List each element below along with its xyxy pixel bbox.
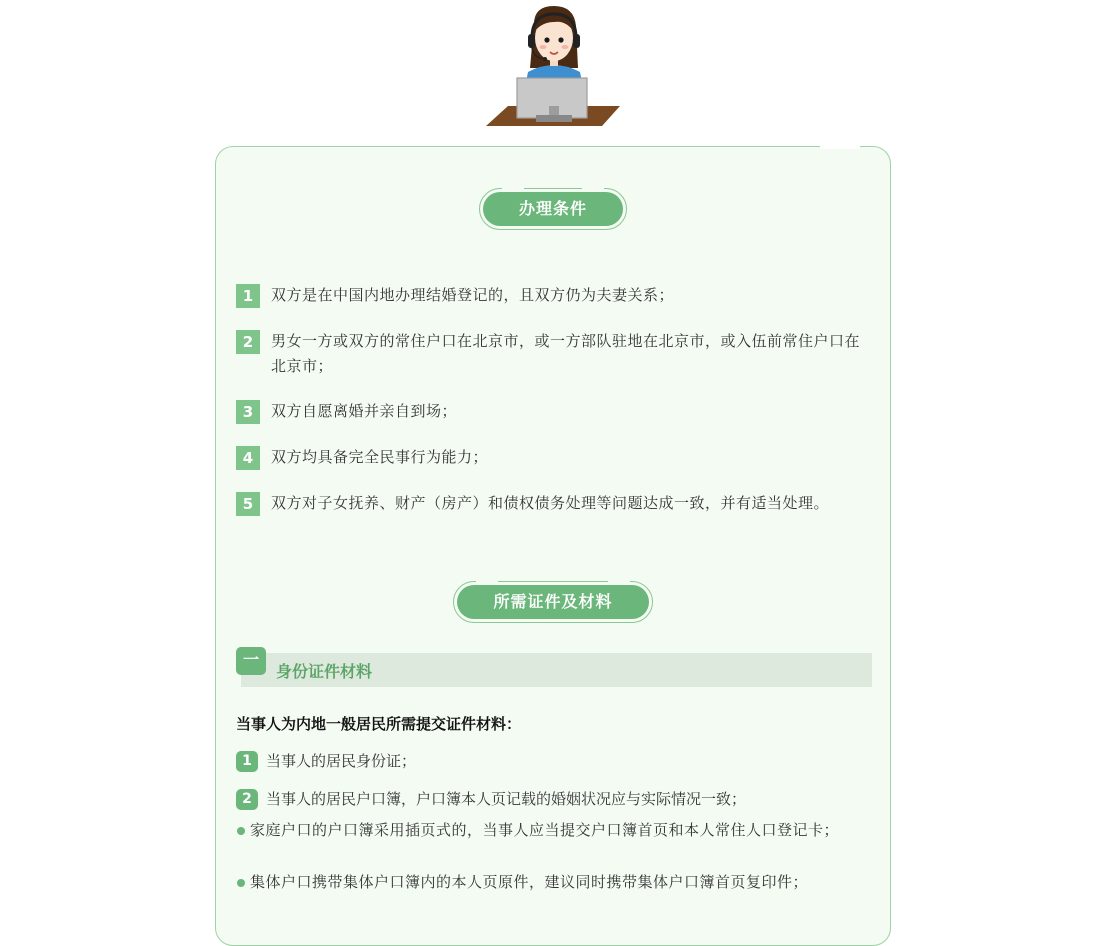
material-text: 当事人的居民户口簿，户口簿本人页记载的婚姻状况应与实际情况一致； [266, 790, 747, 808]
condition-number: 4 [236, 446, 260, 470]
condition-text: 男女一方或双方的常住户口在北京市，或一方部队驻地在北京市，或入伍前常住户口在北京市； [271, 332, 861, 375]
material-number: 2 [236, 789, 258, 810]
condition-number: 3 [236, 400, 260, 424]
conditions-title-pill [479, 188, 627, 230]
material-item [236, 749, 872, 774]
condition-item [236, 491, 872, 516]
condition-number: 5 [236, 492, 260, 516]
bullet-dot [237, 827, 245, 835]
section-header [236, 647, 872, 689]
condition-item [236, 445, 872, 470]
content-card [215, 146, 891, 946]
material-number: 1 [236, 751, 258, 772]
condition-number: 1 [236, 284, 260, 308]
condition-text: 双方是在中国内地办理结婚登记的，且双方仍为夫妻关系； [271, 286, 675, 304]
conditions-title: 办理条件 [483, 192, 623, 226]
condition-text: 双方对子女抚养、财产（房产）和债权债务处理等问题达成一致，并有适当处理。 [271, 494, 830, 512]
condition-number: 2 [236, 330, 260, 354]
bullet-text: 集体户口携带集体户口簿内的本人页原件，建议同时携带集体户口簿首页复印件； [250, 873, 809, 891]
materials-subtitle: 当事人为内地一般居民所需提交证件材料： [236, 715, 522, 733]
material-item [236, 787, 872, 812]
materials-title: 所需证件及材料 [457, 585, 649, 619]
bullet-dot [237, 879, 245, 887]
bullet-text: 家庭户口的户口簿采用插页式的，当事人应当提交户口簿首页和本人常住人口登记卡； [250, 821, 840, 839]
section-title: 身份证件材料 [276, 662, 373, 681]
section-badge: 一 [236, 647, 266, 675]
condition-item [236, 283, 872, 308]
condition-text: 双方自愿离婚并亲自到场； [271, 402, 458, 420]
bullet-item [236, 870, 872, 895]
condition-text: 双方均具备完全民事行为能力； [271, 448, 489, 466]
condition-item [236, 329, 872, 379]
customer-service-avatar-illustration [486, 2, 622, 128]
bullet-item [236, 818, 872, 843]
materials-title-pill [453, 581, 653, 623]
material-text: 当事人的居民身份证； [266, 752, 417, 770]
condition-item [236, 399, 872, 424]
